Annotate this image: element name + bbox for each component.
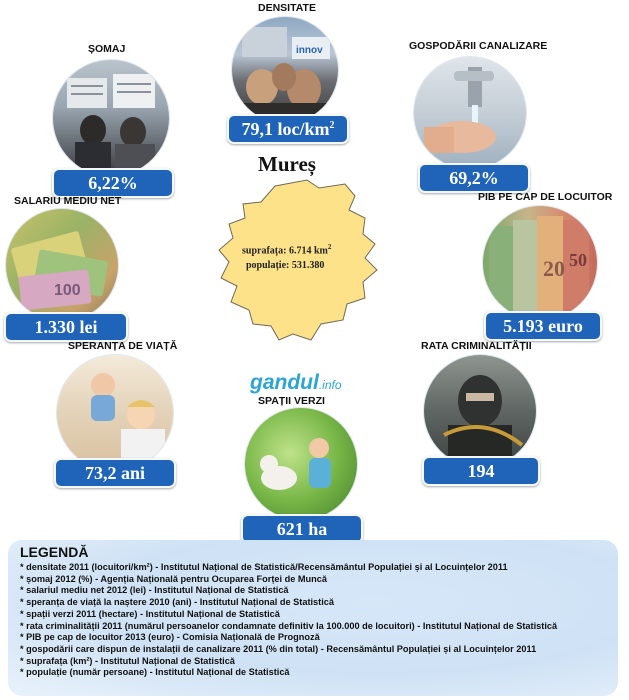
- densitate-value: 79,1 loc/$km^2$: [227, 114, 349, 144]
- legend-item: * gospodării care dispun de instalații de canalizare 2011 (% din total) - Recensământul Populației și al Locuințelor 2011: [20, 643, 537, 654]
- legend-box: [8, 540, 618, 696]
- somaj-photo: [53, 60, 169, 176]
- legend-item: * rata criminalității 2011 (numărul persoanelor condamnate definitiv la 100.000 de locuitori) - Institutul Național de Statistică: [20, 620, 558, 631]
- criminalitate-label: RATA CRIMINALITĂȚII: [421, 340, 532, 352]
- faucet-icon: [414, 57, 526, 169]
- pib-photo: [483, 206, 597, 320]
- salariu-value: 1.330 lei: [4, 312, 128, 342]
- burglar-icon: [424, 355, 536, 467]
- somaj-label: ȘOMAJ: [88, 43, 126, 55]
- speranta-label: SPERANȚA DE VIAȚĂ: [68, 340, 178, 352]
- legend-item: * salariul mediu net 2012 (lei) - Institutul Național de Statistică: [20, 585, 289, 596]
- park-dog-icon: [245, 408, 357, 520]
- criminalitate-value: 194: [422, 456, 540, 486]
- legend-item: * densitate 2011 (locuitori/km²) - Institutul Național de Statistică/Recensământul Populației și al Locuințelor 2011: [20, 562, 508, 572]
- densitate-photo: [232, 17, 338, 123]
- mother-child-icon: [57, 355, 173, 471]
- canalizare-photo: [414, 57, 526, 169]
- legend-item: * suprafața (km²) - Institutul Național de Statistică: [20, 655, 235, 666]
- criminalitate-photo: [424, 355, 536, 467]
- banknotes-icon: [6, 209, 118, 321]
- job-board-icon: [53, 60, 169, 176]
- spatii-verzi-label: SPAȚII VERZI: [258, 395, 325, 407]
- pib-label: PIB PE CAP DE LOCUITOR: [478, 191, 613, 203]
- spatii-verzi-value: 621 ha: [241, 514, 363, 544]
- salariu-label: SALARIU MEDIU NET: [14, 195, 122, 207]
- somaj-value: 6,22%: [52, 168, 174, 198]
- legend-item: * șomaj 2012 (%) - Agenția Națională pentru Ocuparea Forței de Muncă: [20, 573, 328, 584]
- spatii-verzi-photo: [245, 408, 357, 520]
- county-surface: suprafața: 6.714 $km^2$: [242, 243, 332, 257]
- densitate-label: DENSITATE: [258, 2, 316, 14]
- legend-item: * spații verzi 2011 (hectare) - Institutul Național de Statistică: [20, 608, 280, 619]
- legend-item: * PIB pe cap de locuitor 2013 (euro) - Comisia Națională de Prognoză: [20, 632, 320, 643]
- speranta-photo: [57, 355, 173, 471]
- svg-text:20: 20: [543, 256, 565, 281]
- legend-item: * populație (număr persoane) - Institutul Național de Statistică: [20, 667, 290, 678]
- legend-title: LEGENDĂ: [20, 544, 89, 560]
- gandul-logo: gandul.info: [250, 371, 342, 394]
- svg-text:50: 50: [569, 250, 587, 270]
- canalizare-value: 69,2%: [418, 163, 530, 193]
- county-name: Mureș: [258, 152, 316, 176]
- crowd-icon: [232, 17, 338, 123]
- euro-banknotes-icon: [483, 206, 597, 320]
- svg-text:innov: innov: [296, 45, 323, 56]
- speranta-value: 73,2 ani: [54, 458, 176, 488]
- canalizare-label: GOSPODĂRII CANALIZARE: [409, 40, 548, 52]
- pib-value: 5.193 euro: [484, 311, 602, 341]
- svg-text:100: 100: [54, 282, 81, 299]
- legend-item: * speranța de viață la naștere 2010 (ani) - Institutul Național de Statistică: [20, 597, 335, 608]
- county-population: populație: 531.380: [246, 260, 325, 271]
- legend-list: [20, 562, 557, 679]
- salariu-photo: [6, 209, 118, 321]
